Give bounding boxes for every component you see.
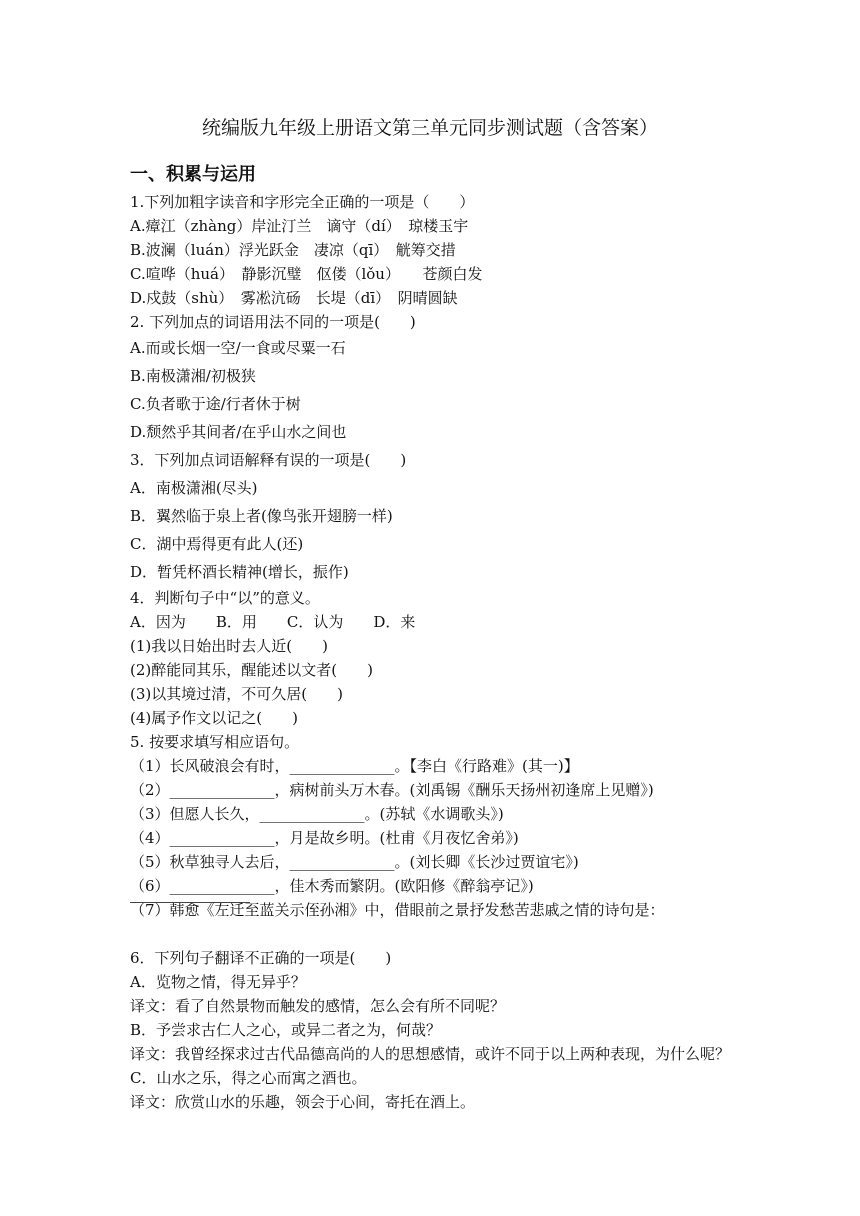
fill-blank-line: （4）______________，月是故乡明。(杜甫《月夜忆舍弟》) <box>130 829 519 847</box>
question-line: 2. 下列加点的词语用法不同的一项是( ) <box>130 313 416 331</box>
answer-underline <box>130 902 250 903</box>
option-line: A.瘴江（zhàng）岸沚汀兰 谪守（dí） 琼楼玉宇 <box>130 217 469 235</box>
sub-question-line: (4)属予作文以记之( ) <box>130 709 298 727</box>
fill-blank-line: （3）但愿人长久，______________。(苏轼《水调歌头》) <box>130 805 504 823</box>
option-line: B.南极潇湘/初极狭 <box>130 367 256 385</box>
sub-question-line: (2)醉能同其乐，醒能述以文者( ) <box>130 661 373 679</box>
option-line: C.负者歌于途/行者休于树 <box>130 395 301 413</box>
option-line: B．予尝求古仁人之心，或异二者之为，何哉？ <box>130 1021 442 1039</box>
fill-blank-line: （7）韩愈《左迁至蓝关示侄孙湘》中，借眼前之景抒发愁苦悲戚之情的诗句是： <box>130 901 665 919</box>
sub-question-line: (1)我以日始出时去人近( ) <box>130 637 328 655</box>
option-line: A.而或长烟一空/一食或尽粟一石 <box>130 339 346 357</box>
option-line: C．山水之乐，得之心而寓之酒也。 <box>130 1069 367 1087</box>
translation-line: 译文：看了自然景物而触发的感情，怎么会有所不同呢？ <box>130 997 506 1015</box>
option-line: D．暂凭杯酒长精神(增长，振作) <box>130 563 349 581</box>
fill-blank-line: （5）秋草独寻人去后，______________。(刘长卿《长沙过贾谊宅》) <box>130 853 579 871</box>
option-line: A．南极潇湘(尽头) <box>130 479 258 497</box>
question-line: 3．下列加点词语解释有误的一项是( ) <box>130 451 407 469</box>
sub-question-line: (3)以其境过清，不可久居( ) <box>130 685 343 703</box>
answer-blank-line <box>130 922 740 946</box>
translation-line: 译文：我曾经探求过古代品德高尚的人的思想感情，或许不同于以上两种表现，为什么呢？ <box>130 1045 731 1063</box>
question-body <box>130 190 740 1114</box>
translation-line: 译文：欣赏山水的乐趣，领会于心间，寄托在酒上。 <box>130 1093 476 1111</box>
option-line: B.波澜（luán）浮光跃金 凄凉（qī） 觥筹交措 <box>130 241 456 259</box>
option-line: C．湖中焉得更有此人(还) <box>130 535 304 553</box>
option-line: D.颓然乎其间者/在乎山水之间也 <box>130 423 347 441</box>
question-line: 4．判断句子中“以”的意义。 <box>130 589 320 607</box>
document-title: 统编版九年级上册语文第三单元同步测试题（含答案） <box>201 117 658 139</box>
question-line: 1.下列加粗字读音和字形完全正确的一项是（ ） <box>130 193 475 211</box>
fill-blank-line: （6）______________，佳木秀而繁阴。(欧阳修《醉翁亭记》) <box>130 877 534 895</box>
question-line: 5. 按要求填写相应语句。 <box>130 733 300 751</box>
option-line: A．览物之情，得无异乎？ <box>130 973 306 991</box>
fill-blank-line: （1）长风破浪会有时，______________。【李白《行路难》(其一)】 <box>130 757 579 775</box>
option-line: A．因为 B．用 C．认为 D．来 <box>130 613 416 631</box>
option-line: D.戍鼓（shù） 雾凇沆砀 长堤（dī） 阴晴圆缺 <box>130 289 458 307</box>
section-heading: 一、积累与运用 <box>130 164 256 185</box>
option-line: B．翼然临于泉上者(像鸟张开翅膀一样) <box>130 507 393 525</box>
fill-blank-line: （2）______________，病树前头万木春。(刘禹锡《酬乐天扬州初逢席上见赠》) <box>130 781 654 799</box>
question-line: 6．下列句子翻译不正确的一项是( ) <box>130 949 392 967</box>
option-line: C.喧哗（huá） 静影沉璧 伛偻（lǒu） 苍颜白发 <box>130 265 483 283</box>
